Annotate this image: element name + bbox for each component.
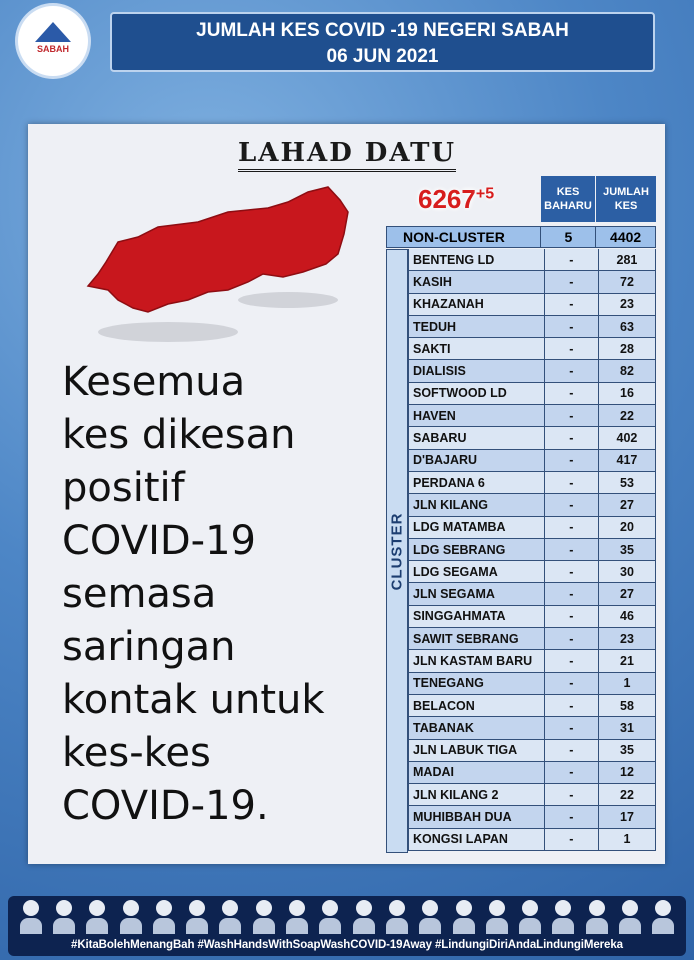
table-row (408, 561, 656, 583)
cluster-total: 21 (599, 650, 656, 671)
cluster-name: SABARU (408, 427, 545, 448)
non-cluster-name: NON-CLUSTER (387, 227, 541, 247)
cluster-total: 72 (599, 271, 656, 292)
cluster-total: 22 (599, 784, 656, 805)
table-row (408, 650, 656, 672)
person-icon (486, 900, 508, 934)
cluster-new: - (545, 673, 599, 694)
cluster-new: - (545, 740, 599, 761)
table-row (408, 806, 656, 828)
cluster-new: - (545, 561, 599, 582)
cluster-name: HAVEN (408, 405, 545, 426)
cluster-new: - (545, 494, 599, 515)
cluster-total: 12 (599, 762, 656, 783)
cluster-total: 27 (599, 494, 656, 515)
cluster-new: - (545, 784, 599, 805)
cluster-total: 1 (599, 829, 656, 850)
cluster-name: TEDUH (408, 316, 545, 337)
cluster-new: - (545, 650, 599, 671)
message-text (62, 356, 392, 833)
cluster-new: - (545, 249, 599, 270)
district-title: LAHAD DATU (238, 138, 456, 172)
cluster-new: - (545, 271, 599, 292)
cluster-new: - (545, 762, 599, 783)
person-icon (519, 900, 541, 934)
cluster-total: 27 (599, 583, 656, 604)
header-date: 06 JUN 2021 (326, 46, 439, 67)
person-icon (120, 900, 142, 934)
cluster-new: - (545, 450, 599, 471)
table-row (408, 517, 656, 539)
table-row (408, 695, 656, 717)
person-icon (586, 900, 608, 934)
cluster-total: 30 (599, 561, 656, 582)
footer-hashtags: #KitaBolehMenangBah #WashHandsWithSoapWashCOVID-19Away #LindungiDiriAndaLindungiMereka (71, 939, 623, 951)
cluster-total: 46 (599, 606, 656, 627)
cluster-total: 31 (599, 717, 656, 738)
cluster-total: 1 (599, 673, 656, 694)
table-row (408, 405, 656, 427)
cluster-total: 281 (599, 249, 656, 270)
page-header (110, 12, 655, 72)
table-row (408, 472, 656, 494)
person-icon (552, 900, 574, 934)
cluster-total: 20 (599, 517, 656, 538)
person-icon (86, 900, 108, 934)
cluster-new: - (545, 427, 599, 448)
cluster-name: JLN KASTAM BARU (408, 650, 545, 671)
cluster-new: - (545, 539, 599, 560)
table-row (408, 762, 656, 784)
cluster-name: JLN LABUK TIGA (408, 740, 545, 761)
logo-text: SABAH (36, 44, 69, 54)
message-line: kes-kes (62, 730, 211, 776)
cluster-total: 23 (599, 628, 656, 649)
cluster-name: LDG MATAMBA (408, 517, 545, 538)
cluster-new: - (545, 583, 599, 604)
cluster-total: 35 (599, 740, 656, 761)
cluster-new: - (545, 383, 599, 404)
table-row (408, 271, 656, 293)
cluster-name: BELACON (408, 695, 545, 716)
table-row (408, 338, 656, 360)
table-row (408, 583, 656, 605)
person-icon (186, 900, 208, 934)
cluster-name: KONGSI LAPAN (408, 829, 545, 850)
cluster-name: JLN KILANG (408, 494, 545, 515)
cluster-total: 58 (599, 695, 656, 716)
message-line: saringan (62, 624, 236, 670)
message-line: kontak untuk (62, 677, 325, 723)
person-icon (386, 900, 408, 934)
cluster-label (386, 249, 408, 853)
person-icon (286, 900, 308, 934)
person-icon (253, 900, 275, 934)
non-cluster-new: 5 (541, 227, 596, 247)
cluster-label-text: CLUSTER (388, 512, 406, 590)
cluster-total: 63 (599, 316, 656, 337)
header-title: JUMLAH KES COVID -19 NEGERI SABAH (196, 20, 569, 41)
cluster-name: SINGGAHMATA (408, 606, 545, 627)
person-icon (20, 900, 42, 934)
table-row (408, 740, 656, 762)
person-icon (53, 900, 75, 934)
table-row (408, 606, 656, 628)
cluster-name: BENTENG LD (408, 249, 545, 270)
total-new: +5 (475, 185, 495, 203)
cluster-name: LDG SEGAMA (408, 561, 545, 582)
non-cluster-total: 4402 (610, 229, 642, 245)
cluster-total: 53 (599, 472, 656, 493)
cluster-new: - (545, 695, 599, 716)
cluster-new: - (545, 606, 599, 627)
cluster-table (408, 249, 656, 851)
message-line: Kesemua (62, 359, 246, 405)
col-header-total: JUMLAH KES (596, 176, 656, 222)
cluster-total: 17 (599, 806, 656, 827)
cluster-new: - (545, 517, 599, 538)
message-line: kes dikesan (62, 412, 296, 458)
person-icon (319, 900, 341, 934)
main-panel (28, 124, 665, 864)
person-icon (153, 900, 175, 934)
cluster-total: 35 (599, 539, 656, 560)
cluster-name: TENEGANG (408, 673, 545, 694)
cluster-name: JLN KILANG 2 (408, 784, 545, 805)
sabah-logo (18, 6, 88, 76)
table-row (408, 249, 656, 271)
cluster-new: - (545, 806, 599, 827)
cluster-name: KHAZANAH (408, 294, 545, 315)
cluster-new: - (545, 717, 599, 738)
cluster-name: PERDANA 6 (408, 472, 545, 493)
cluster-name: D'BAJARU (408, 450, 545, 471)
table-row (408, 294, 656, 316)
mountain-icon (35, 22, 71, 42)
table-row (408, 673, 656, 695)
table-row (408, 427, 656, 449)
col-header-new: KES BAHARU (541, 176, 595, 222)
cluster-new: - (545, 338, 599, 359)
message-line: COVID-19 (62, 518, 257, 564)
cluster-total: 22 (599, 405, 656, 426)
table-row (408, 829, 656, 851)
message-line: positif (62, 465, 185, 511)
cluster-new: - (545, 405, 599, 426)
table-row (408, 383, 656, 405)
district-map (78, 182, 378, 352)
message-line: semasa (62, 571, 217, 617)
person-icon (619, 900, 641, 934)
table-row (408, 360, 656, 382)
table-row (408, 628, 656, 650)
person-icon (652, 900, 674, 934)
message-line: COVID-19. (62, 783, 269, 829)
cluster-total: 16 (599, 383, 656, 404)
total-cases (418, 184, 494, 215)
cluster-name: LDG SEBRANG (408, 539, 545, 560)
cluster-name: DIALISIS (408, 360, 545, 381)
person-icon (353, 900, 375, 934)
cluster-name: TABANAK (408, 717, 545, 738)
cluster-new: - (545, 829, 599, 850)
cluster-name: SAKTI (408, 338, 545, 359)
cluster-total: 28 (599, 338, 656, 359)
person-icon (219, 900, 241, 934)
total-value: 6267 (418, 184, 476, 214)
table-row (408, 717, 656, 739)
footer-banner (8, 896, 686, 956)
cluster-name: SOFTWOOD LD (408, 383, 545, 404)
table-row (408, 450, 656, 472)
person-icon (453, 900, 475, 934)
cluster-new: - (545, 360, 599, 381)
people-illustration (8, 896, 686, 936)
non-cluster-row (386, 226, 656, 248)
cluster-name: JLN SEGAMA (408, 583, 545, 604)
cluster-total: 402 (599, 427, 656, 448)
cluster-total: 23 (599, 294, 656, 315)
cluster-total: 82 (599, 360, 656, 381)
cluster-new: - (545, 316, 599, 337)
table-row (408, 539, 656, 561)
cluster-new: - (545, 628, 599, 649)
table-row (408, 784, 656, 806)
table-row (408, 494, 656, 516)
table-row (408, 316, 656, 338)
cluster-new: - (545, 472, 599, 493)
cluster-name: KASIH (408, 271, 545, 292)
cluster-name: MADAI (408, 762, 545, 783)
cluster-name: MUHIBBAH DUA (408, 806, 545, 827)
cluster-name: SAWIT SEBRANG (408, 628, 545, 649)
person-icon (419, 900, 441, 934)
cluster-new: - (545, 294, 599, 315)
cluster-total: 417 (599, 450, 656, 471)
